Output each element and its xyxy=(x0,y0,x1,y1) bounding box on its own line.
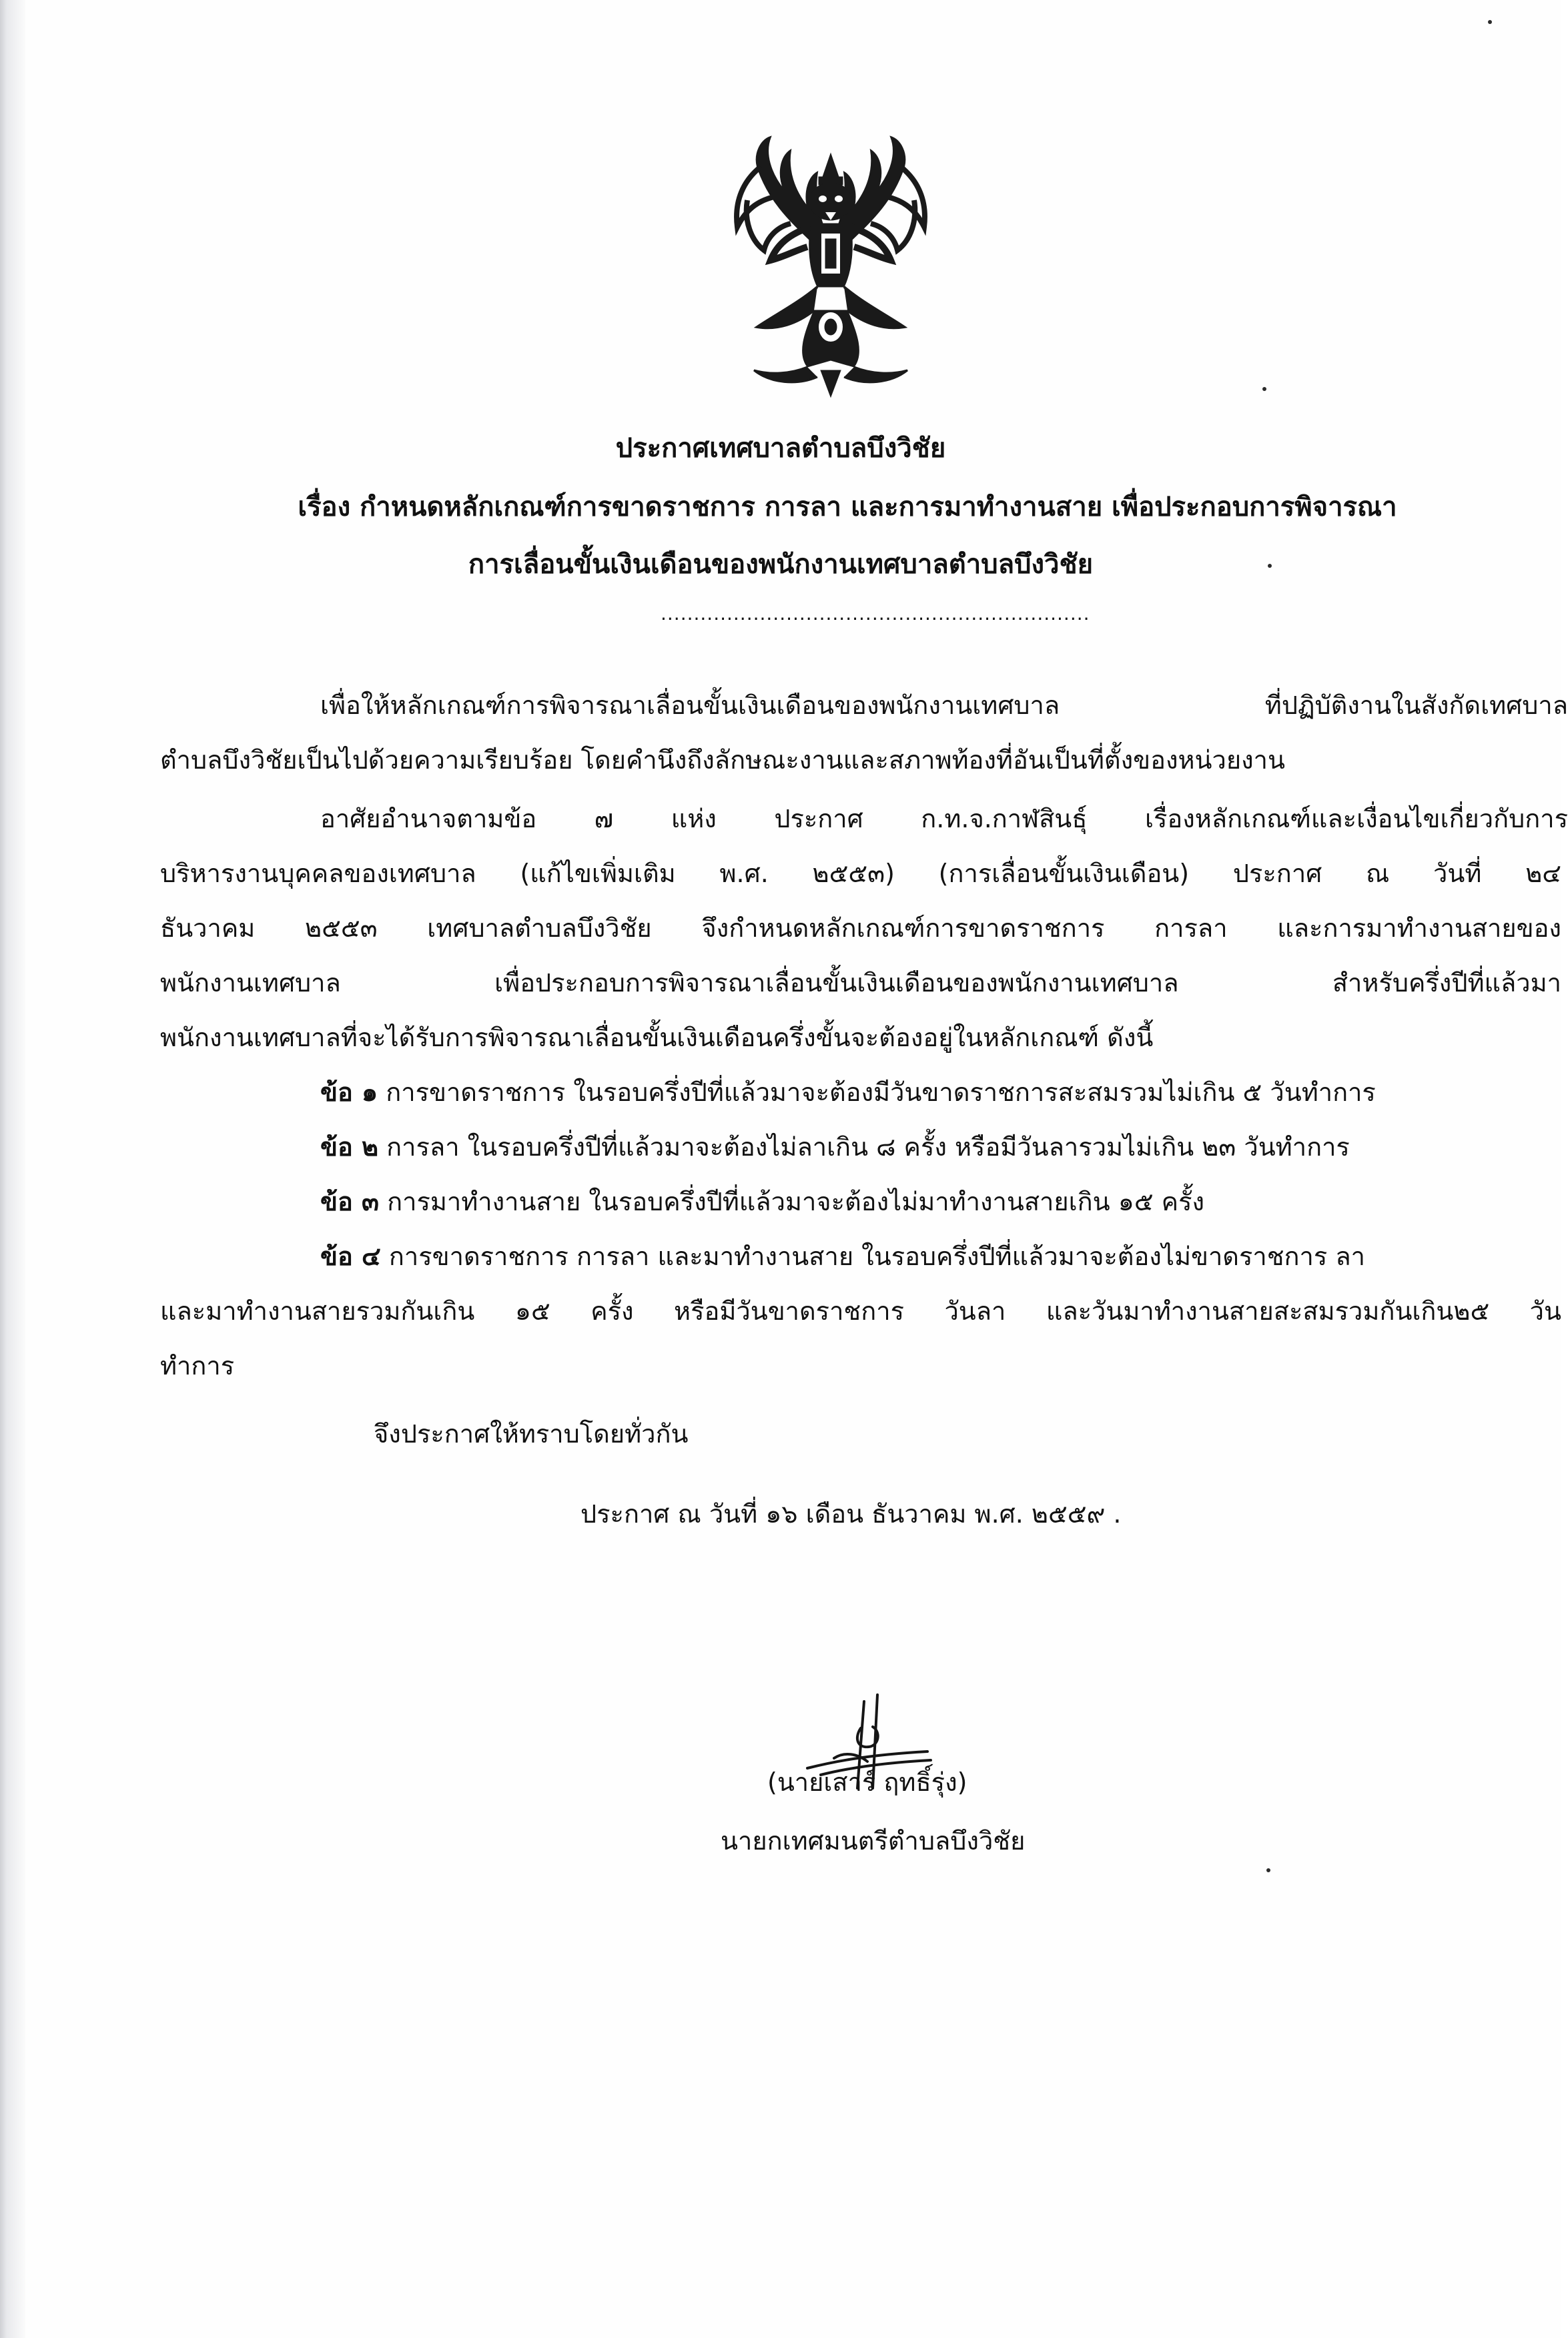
scan-speck xyxy=(1266,1868,1270,1872)
para1-line-1: เพื่อให้หลักเกณฑ์การพิจารณาเลื่อนขั้นเงินเดือนของพนักงานเทศบาล ที่ปฏิบัติงานในสังกัดเทศบาล xyxy=(320,691,1568,720)
clause-1-text: การขาดราชการ ในรอบครึ่งปีที่แล้วมาจะต้องมีวันขาดราชการสะสมรวมไม่เกิน ๕ วันทำการ xyxy=(378,1078,1376,1107)
subject-line-1: เรื่อง กำหนดหลักเกณฑ์การขาดราชการ การลา และการมาทำงานสาย เพื่อประกอบการพิจารณา xyxy=(298,492,1397,522)
scan-speck xyxy=(1488,20,1492,24)
para2-line-1: อาศัยอำนาจตามข้อ ๗ แห่ง ประกาศ ก.ท.จ.กาฬสินธุ์ เรื่องหลักเกณฑ์และเงื่อนไขเกี่ยวกับการ xyxy=(320,804,1568,833)
closing-statement: จึงประกาศให้ทราบโดยทั่วกัน xyxy=(374,1419,689,1449)
clause-4-cont-line-1: และมาทำงานสายรวมกันเกิน ๑๕ ครั้ง หรือมีวันขาดราชการ วันลา และวันมาทำงานสายสะสมรวมกันเกิน๒๕ วัน xyxy=(160,1296,1561,1326)
signer-name: (นายเสาร์ ฤทธิ์รุ่ง) xyxy=(767,1768,967,1797)
clause-3-text: การมาทำงานสาย ในรอบครึ่งปีที่แล้วมาจะต้องไม่มาทำงานสายเกิน ๑๕ ครั้ง xyxy=(379,1187,1205,1216)
clause-4 xyxy=(320,1237,1568,1276)
clause-4-text: การขาดราชการ การลา และมาทำงานสาย ในรอบครึ่งปีที่แล้วมาจะต้องไม่ขาดราชการ ลา xyxy=(380,1242,1365,1271)
title-separator: ................................................................. xyxy=(661,603,1090,625)
scan-speck xyxy=(1262,387,1266,391)
clause-2-text: การลา ในรอบครึ่งปีที่แล้วมาจะต้องไม่ลาเกิน ๘ ครั้ง หรือมีวันลารวมไม่เกิน ๒๓ วันทำการ xyxy=(378,1132,1350,1162)
para1-line-2: ตำบลบึงวิชัยเป็นไปด้วยความเรียบร้อย โดยคำนึงถึงลักษณะงานและสภาพท้องที่อันเป็นที่ตั้งของหน่วยงาน xyxy=(160,745,1285,775)
clause-2-label: ข้อ ๒ xyxy=(320,1132,379,1162)
announcement-date: ประกาศ ณ วันที่ ๑๖ เดือน ธันวาคม พ.ศ. ๒๕๕๙ . xyxy=(580,1499,1122,1529)
scan-speck xyxy=(1268,564,1272,568)
para2-line-3: ธันวาคม ๒๕๕๓ เทศบาลตำบลบึงวิชัย จึงกำหนดหลักเกณฑ์การขาดราชการ การลา และการมาทำงานสายของ xyxy=(160,913,1561,943)
signer-position: นายกเทศมนตรีตำบลบึงวิชัย xyxy=(721,1826,1026,1856)
announcement-title: ประกาศเทศบาลตำบลบึงวิชัย xyxy=(615,433,946,464)
scan-edge xyxy=(0,0,25,2338)
clause-4-cont-line-2: ทำการ xyxy=(160,1351,235,1381)
clause-3-label: ข้อ ๓ xyxy=(320,1187,380,1216)
para2-line-2: บริหารงานบุคคลของเทศบาล (แก้ไขเพิ่มเติม พ.ศ. ๒๕๕๓) (การเลื่อนขั้นเงินเดือน) ประกาศ ณ วันที่ ๒๔ xyxy=(160,859,1561,888)
clause-2 xyxy=(320,1128,1568,1166)
clause-4-label: ข้อ ๔ xyxy=(320,1242,381,1271)
para2-line-4: พนักงานเทศบาล เพื่อประกอบการพิจารณาเลื่อนขั้นเงินเดือนของพนักงานเทศบาล สำหรับครึ่งปีที่แล้วมา xyxy=(160,968,1561,998)
garuda-emblem-icon xyxy=(697,127,964,407)
para2-line-5: พนักงานเทศบาลที่จะได้รับการพิจารณาเลื่อนขั้นเงินเดือนครึ่งขั้นจะต้องอยู่ในหลักเกณฑ์ ดังนี้ xyxy=(160,1023,1154,1052)
clause-1 xyxy=(320,1073,1568,1112)
clause-1-label: ข้อ ๑ xyxy=(320,1078,378,1107)
subject-line-2: การเลื่อนขั้นเงินเดือนของพนักงานเทศบาลตำบลบึงวิชัย xyxy=(468,549,1094,580)
clause-3 xyxy=(320,1182,1568,1221)
